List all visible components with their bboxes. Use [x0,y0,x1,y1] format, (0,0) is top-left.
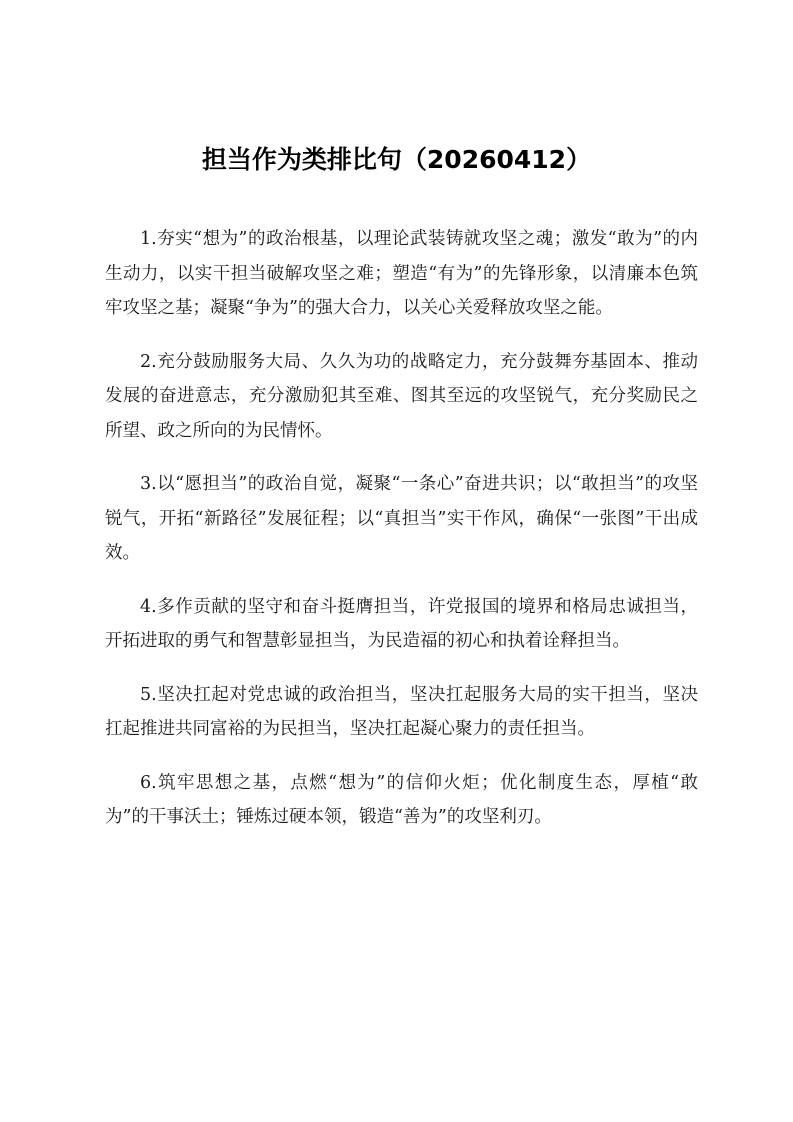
document-body [105,222,698,854]
page-title: 担当作为类排比句（20260412） [201,145,592,174]
paragraph-5: 5.坚决扛起对党忠诚的政治担当，坚决扛起服务大局的实干担当，坚决扛起推进共同富裕的为民担当，坚决扛起凝心聚力的责任担当。 [105,684,698,739]
paragraph-2: 2.充分鼓励服务大局、久久为功的战略定力，充分鼓舞夯基固本、推动发展的奋进意志，充分激励犯其至难、图其至远的攻坚锐气，充分奖励民之所望、政之所向的为民情怀。 [105,351,698,441]
paragraph-6: 6.筑牢思想之基，点燃“想为”的信仰火炬；优化制度生态，厚植“敢为”的干事沃土；锤炼过硬本领，锻造“善为”的攻坚利刃。 [105,772,698,827]
paragraph-1: 1.夯实“想为”的政治根基，以理论武装铸就攻坚之魂；激发“敢为”的内生动力，以实干担当破解攻坚之难；塑造“有为”的先锋形象，以清廉本色筑牢攻坚之基；凝聚“争为”的强大合力，以关心关爱释放攻坚之能。 [105,229,698,318]
paragraph-4: 4.多作贡献的坚守和奋斗挺膺担当，许党报国的境界和格局忠诚担当，开拓进取的勇气和智慧彰显担当，为民造福的初心和执着诠释担当。 [105,596,698,651]
paragraph-3: 3.以“愿担当”的政治自觉，凝聚“一条心”奋进共识；以“敢担当”的攻坚锐气，开拓“新路径”发展征程；以“真担当”实干作风，确保“一张图”干出成效。 [105,474,698,563]
